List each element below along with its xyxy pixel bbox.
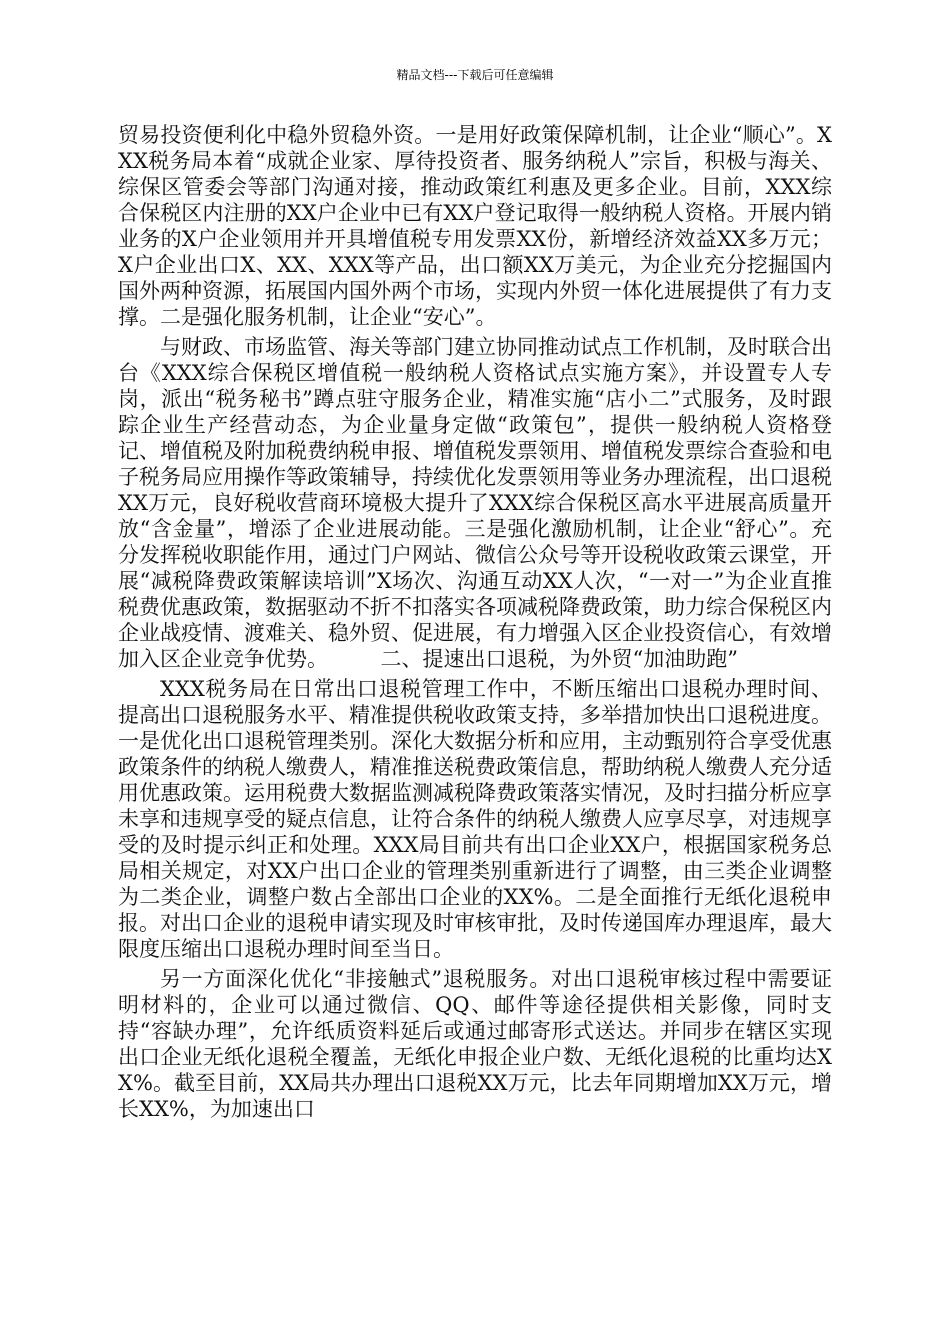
page-header: 精品文档---下载后可任意编辑 [396, 68, 554, 82]
paragraph-4: 另一方面深化优化“非接触式”退税服务。对出口退税审核过程中需要证明材料的，企业可以通过微信、QQ、邮件等途径提供相关影像，同时支持“容缺办理”，允许纸质资料延后或通过邮寄形式送达。并同步在辖区实现出口企业无纸化退税全覆盖，无纸化申报企业户数、无纸化退税的比重均达XX%。截至目前，XX局共办理出口退税XX万元，比去年同期增加XX万元，增长XX%，为加速出口 [118, 967, 832, 1121]
paragraph-3: XXX税务局在日常出口退税管理工作中，不断压缩出口退税办理时间、提高出口退税服务水平、精准提供税收政策支持，多举措加快出口退税进度。一是优化出口退税管理类别。深化大数据分析和应用，主动甄别符合享受优惠政策条件的纳税人缴费人，精准推送税费政策信息，帮助纳税人缴费人充分适用优惠政策。运用税费大数据监测减税降费政策落实情况，及时扫描分析应享未享和违规享受的疑点信息，让符合条件的纳税人缴费人应享尽享，对违规享受的及时提示纠正和处理。XXX局目前共有出口企业XX户，根据国家税务总局相关规定，对XX户出口企业的管理类别重新进行了调整，由三类企业调整为二类企业，调整户数占全部出口企业的XX%。二是全面推行无纸化退税申报。对出口企业的退税申请实现及时审核审批，及时传递国库办理退库，最大限度压缩出口退税办理时间至当日。 [118, 677, 832, 961]
document-body [118, 122, 832, 1126]
paragraph-2: 与财政、市场监管、海关等部门建立协同推动试点工作机制，及时联合出台《XXX综合保税区增值税一般纳税人资格试点实施方案》，并设置专人专岗，派出“税务秘书”蹲点驻守服务企业，精准实施“店小二”式服务，及时跟踪企业生产经营动态，为企业量身定做“政策包”，提供一般纳税人资格登记、增值税及附加税费纳税申报、增值税发票领用、增值税发票综合查验和电子税务局应用操作等政策辅导，持续优化发票领用等业务办理流程，出口退税XX万元，良好税收营商环境极大提升了XXX综合保税区高水平进展高质量开放“含金量”，增添了企业进展动能。三是强化激励机制，让企业“舒心”。充分发挥税收职能作用，通过门户网站、微信公众号等开设税收政策云课堂，开展“减税降费政策解读培训”X场次、沟通互动XX人次，“一对一”为企业直推税费优惠政策，数据驱动不折不扣落实各项减税降费政策，助力综合保税区内企业战疫情、渡难关、稳外贸、促进展，有力增强入区企业投资信心，有效增加入区企业竞争优势。 二、提速出口退税，为外贸“加油助跑” [118, 335, 832, 671]
paragraph-1: 贸易投资便利化中稳外贸稳外资。一是用好政策保障机制，让企业“顺心”。XXX税务局本着“成就企业家、厚待投资者、服务纳税人”宗旨，积极与海关、综保区管委会等部门沟通对接，推动政策红利惠及更多企业。目前，XXX综合保税区内注册的XX户企业中已有XX户登记取得一般纳税人资格。开展内销业务的X户企业领用并开具增值税专用发票XX份，新增经济效益XX多万元；X户企业出口X、XX、XXX等产品，出口额XX万美元，为企业充分挖掘国内国外两种资源，拓展国内国外两个市场，实现内外贸一体化进展提供了有力支撑。二是强化服务机制，让企业“安心”。 [118, 123, 832, 329]
